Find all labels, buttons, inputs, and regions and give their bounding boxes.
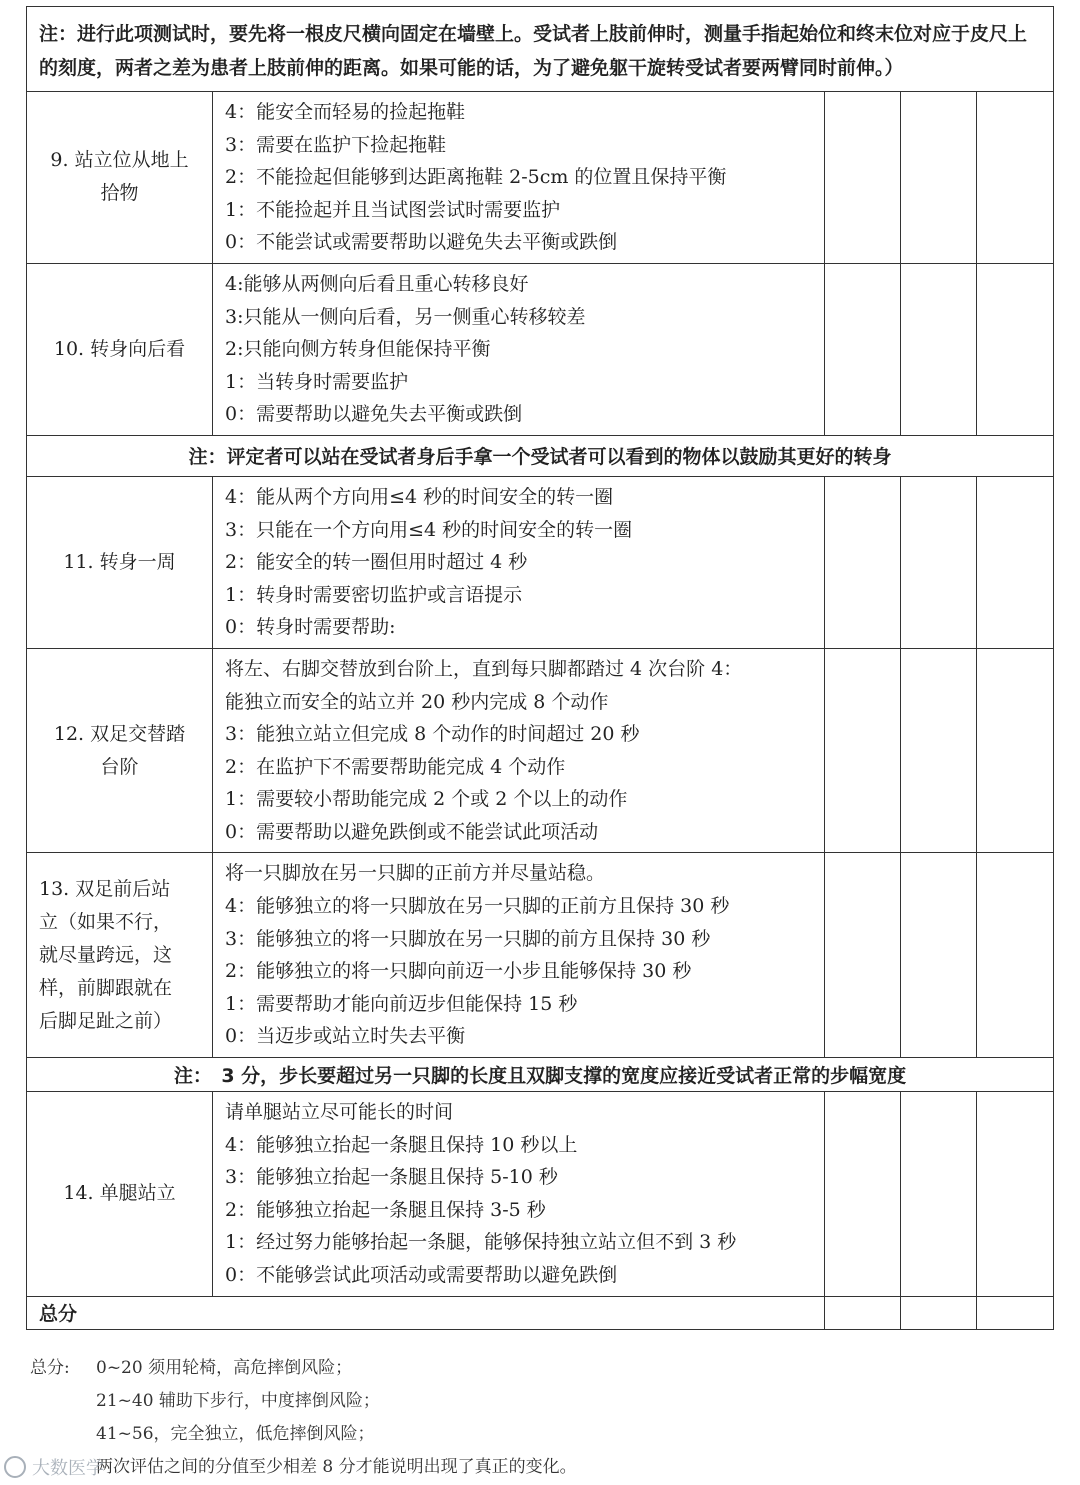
score-cell[interactable]: [977, 1092, 1054, 1297]
score-cell[interactable]: [901, 92, 977, 264]
item-row-14: [27, 1092, 1054, 1297]
score-cell[interactable]: [825, 263, 901, 435]
top-note-row: [27, 7, 1054, 92]
criterion-line: 4：能够独立抬起一条腿且保持 10 秒以上: [225, 1133, 578, 1156]
item-name-line: 后脚足趾之前）: [39, 1009, 173, 1032]
item-description: [213, 1092, 825, 1297]
criterion-line: 2：能够独立的将一只脚向前迈一小步且能够保持 30 秒: [225, 960, 692, 983]
berg-balance-scale-table: [26, 6, 1054, 1330]
criterion-line: 0：不能够尝试此项活动或需要帮助以避免跌倒: [225, 1264, 618, 1286]
criterion-line: 1：需要帮助才能向前迈步但能保持 15 秒: [225, 992, 578, 1015]
criterion-line: 能独立而安全的站立并 20 秒内完成 8 个动作: [225, 690, 609, 713]
criterion-line: 3：只能在一个方向用≤4 秒的时间安全的转一圈: [225, 518, 633, 541]
item-name-line: 拾物: [100, 182, 139, 205]
score-cell[interactable]: [901, 648, 977, 853]
criterion-line: 1：需要较小帮助能完成 2 个或 2 个以上的动作: [225, 788, 628, 811]
item-row-12: [27, 648, 1054, 853]
item-name-line: 台阶: [100, 755, 139, 778]
item-description: [213, 648, 825, 853]
item-row-10: [27, 263, 1054, 435]
criterion-line: 3：能够独立的将一只脚放在另一只脚的前方且保持 30 秒: [225, 927, 711, 950]
criterion-line: 2：能够独立抬起一条腿且保持 3-5 秒: [225, 1198, 546, 1221]
item-name-line: 样，前脚跟就在: [39, 976, 173, 999]
item-description: [213, 853, 825, 1058]
legend-line: 两次评估之间的分值至少相差 8 分才能说明出现了真正的变化。: [96, 1457, 577, 1477]
score-cell[interactable]: [901, 1092, 977, 1297]
score-cell[interactable]: [977, 648, 1054, 853]
score-cell[interactable]: [825, 476, 901, 648]
criterion-line: 2：能安全的转一圈但用时超过 4 秒: [225, 551, 528, 574]
criterion-line: 1：转身时需要密切监护或言语提示: [225, 583, 523, 606]
note-row: [27, 1058, 1054, 1092]
criterion-line: 1：经过努力能够抬起一条腿，能够保持独立站立但不到 3 秒: [225, 1231, 737, 1254]
criterion-line: 将左、右脚交替放到台阶上，直到每只脚都踏过 4 次台阶 4：: [225, 657, 743, 680]
item-name-line: 立（如果不行，: [39, 910, 173, 933]
score-cell[interactable]: [977, 476, 1054, 648]
watermark-logo-icon: [4, 1456, 26, 1478]
item-name-line: 12. 双足交替踏: [53, 722, 186, 745]
legend-label: 总分:: [30, 1358, 70, 1378]
criterion-line: 3:只能从一侧向后看，另一侧重心转移较差: [225, 305, 586, 328]
item-description: [213, 476, 825, 648]
item-name-line: 就尽量跨远，这: [39, 943, 173, 966]
turn-note: 注：评定者可以站在受试者身后手拿一个受试者可以看到的物体以鼓励其更好的转身: [27, 435, 1054, 476]
item-description: [213, 263, 825, 435]
note-row: [27, 435, 1054, 476]
total-score-cell[interactable]: [901, 1296, 977, 1329]
score-cell[interactable]: [901, 853, 977, 1058]
criterion-line: 1：不能捡起并且当试图尝试时需要监护: [225, 198, 561, 221]
criterion-line: 3：能独立站立但完成 8 个动作的时间超过 20 秒: [225, 723, 640, 746]
item-name-line: 11. 转身一周: [63, 550, 176, 573]
legend-line: [30, 1352, 1030, 1385]
item-name: [27, 476, 213, 648]
item-name-line: 9. 站立位从地上: [50, 149, 189, 172]
item-name: [27, 92, 213, 264]
score-cell[interactable]: [901, 476, 977, 648]
item-name: [27, 648, 213, 853]
criterion-line: 2：在监护下不需要帮助能完成 4 个动作: [225, 755, 566, 778]
criterion-line: 3：需要在监护下捡起拖鞋: [225, 133, 447, 156]
total-label: 总分: [27, 1296, 825, 1329]
criterion-line: 3：能够独立抬起一条腿且保持 5-10 秒: [225, 1166, 558, 1189]
score-cell[interactable]: [901, 263, 977, 435]
criterion-line: 请单腿站立尽可能长的时间: [225, 1101, 454, 1124]
item-name: [27, 853, 213, 1058]
score-cell[interactable]: [977, 263, 1054, 435]
total-row: [27, 1296, 1054, 1329]
item-row-9: [27, 92, 1054, 264]
criterion-line: 0：当迈步或站立时失去平衡: [225, 1025, 466, 1048]
criterion-line: 2：不能捡起但能够到达距离拖鞋 2-5cm 的位置且保持平衡: [225, 166, 727, 189]
criterion-line: 4：能够独立的将一只脚放在另一只脚的正前方且保持 30 秒: [225, 895, 730, 918]
criterion-line: 0：转身时需要帮助:: [225, 616, 396, 639]
item-name: [27, 1092, 213, 1297]
total-score-cell[interactable]: [977, 1296, 1054, 1329]
item-row-11: [27, 476, 1054, 648]
item-name-line: 10. 转身向后看: [53, 337, 186, 360]
item-name-line: 13. 双足前后站: [39, 877, 171, 900]
item-description: [213, 92, 825, 264]
criterion-line: 0：需要帮助以避免跌倒或不能尝试此项活动: [225, 820, 599, 843]
item-row-13: [27, 853, 1054, 1058]
score-cell[interactable]: [825, 853, 901, 1058]
legend-text: 0~20 须用轮椅，高危摔倒风险；: [96, 1358, 353, 1378]
total-score-cell[interactable]: [825, 1296, 901, 1329]
criterion-line: 4:能够从两侧向后看且重心转移良好: [225, 272, 529, 295]
criterion-line: 1：当转身时需要监护: [225, 370, 409, 393]
item-name: [27, 263, 213, 435]
criterion-line: 0：不能尝试或需要帮助以避免失去平衡或跌倒: [225, 231, 618, 254]
criterion-line: 4：能从两个方向用≤4 秒的时间安全的转一圈: [225, 485, 614, 508]
legend-line: 21~40 辅助下步行，中度摔倒风险；: [96, 1391, 380, 1411]
legend-line: 41~56，完全独立，低危摔倒风险；: [96, 1424, 375, 1444]
score-cell[interactable]: [825, 92, 901, 264]
score-cell[interactable]: [825, 648, 901, 853]
watermark-text: 大数医学: [32, 1458, 104, 1479]
criterion-line: 4：能安全而轻易的捡起拖鞋: [225, 101, 466, 123]
criterion-line: 将一只脚放在另一只脚的正前方并尽量站稳。: [225, 862, 606, 885]
criterion-line: 2:只能向侧方转身但能保持平衡: [225, 338, 491, 361]
step-note: 注： 3 分，步长要超过另一只脚的长度且双脚支撑的宽度应接近受试者正常的步幅宽度: [27, 1058, 1054, 1092]
top-note: 注：进行此项测试时，要先将一根皮尺横向固定在墙壁上。受试者上肢前伸时，测量手指起始位和终末位对应于皮尺上的刻度，两者之差为患者上肢前伸的距离。如果可能的话，为了避免躯干旋转受试者要两臂同时前伸。）: [27, 7, 1054, 92]
criterion-line: 0：需要帮助以避免失去平衡或跌倒: [225, 403, 523, 426]
score-cell[interactable]: [977, 92, 1054, 264]
score-cell[interactable]: [825, 1092, 901, 1297]
item-name-line: 14. 单腿站立: [63, 1182, 176, 1205]
watermark: [4, 1452, 154, 1482]
score-cell[interactable]: [977, 853, 1054, 1058]
scoring-legend: [30, 1352, 1030, 1484]
